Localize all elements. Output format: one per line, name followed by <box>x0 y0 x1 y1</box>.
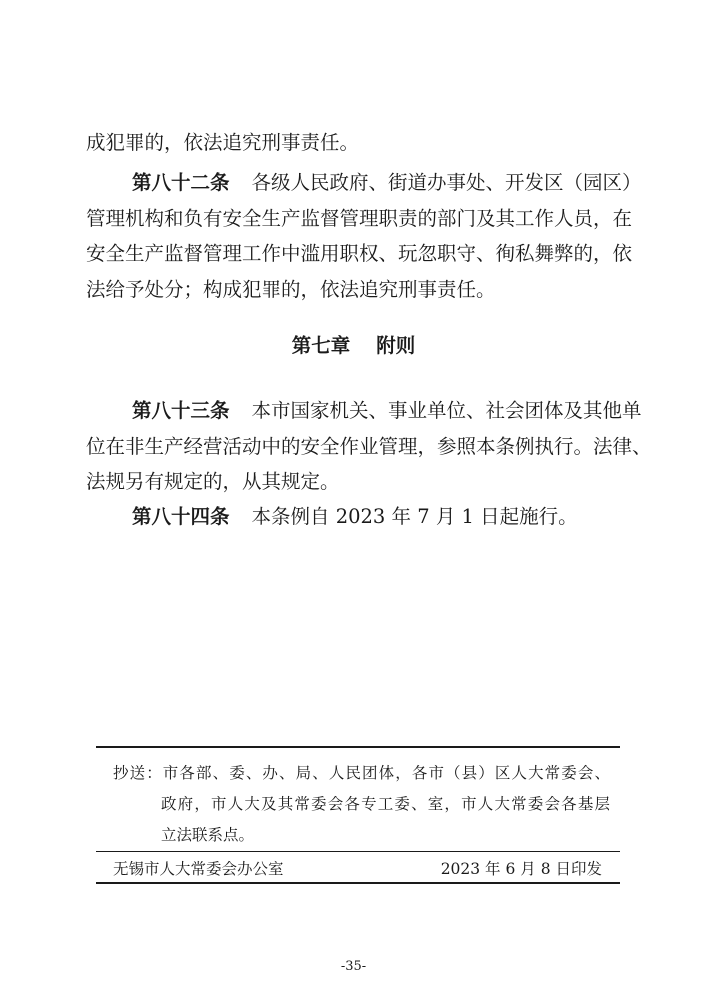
chapter-number: 第七章 <box>291 334 351 357</box>
article-83-line <box>86 399 642 423</box>
text: 各级人民政府、街道办事处、开发区（园区） <box>251 171 642 194</box>
article-82-label: 第八十二条 <box>132 171 230 194</box>
footer-bottom-rule <box>96 882 620 884</box>
text: 法规另有规定的，从其规定。 <box>86 470 340 493</box>
cc-line <box>161 793 610 815</box>
text: 本市国家机关、事业单位、社会团体及其他单 <box>251 399 642 422</box>
footer-middle-rule <box>96 851 620 852</box>
article-83-line <box>86 470 624 494</box>
text: 位在非生产经营活动中的安全作业管理，参照本条例执行。法律、 <box>86 435 652 458</box>
text: 安全生产监督管理工作中滥用职权、玩忽职守、徇私舞弊的，依 <box>86 242 633 265</box>
article-82-line <box>86 278 624 302</box>
issue-date <box>432 858 602 880</box>
article-83-label: 第八十三条 <box>132 399 230 422</box>
footer-top-rule <box>96 746 620 748</box>
text: 无锡市人大常委会办公室 <box>113 860 284 878</box>
issuer <box>113 858 284 880</box>
text: 政府，市人大及其常委会各专工委、室，市人大常委会各基层 <box>161 795 610 813</box>
page-number: -35- <box>340 959 367 974</box>
text: 立法联系点。 <box>161 826 255 844</box>
article-82-line <box>86 207 633 231</box>
article-82-line <box>86 171 642 195</box>
text: 管理机构和负有安全生产监督管理职责的部门及其工作人员，在 <box>86 207 633 230</box>
cc-line <box>161 824 254 846</box>
article-84-label: 第八十四条 <box>132 505 230 528</box>
text: 本条例自 2023 年 7 月 1 日起施行。 <box>251 505 578 528</box>
cc-line <box>113 762 610 784</box>
text: 2023 年 6 月 8 日印发 <box>440 860 602 878</box>
text-line <box>86 131 624 155</box>
article-83-line <box>86 435 652 459</box>
article-84-line <box>86 505 624 529</box>
article-82-line <box>86 242 633 266</box>
text: 法给予处分；构成犯罪的，依法追究刑事责任。 <box>86 278 496 301</box>
text: 抄送：市各部、委、办、局、人民团体，各市（县）区人大常委会、 <box>113 764 610 782</box>
chapter-title: 附则 <box>376 334 416 357</box>
chapter-heading <box>0 334 707 358</box>
text: 成犯罪的，依法追究刑事责任。 <box>86 131 360 154</box>
